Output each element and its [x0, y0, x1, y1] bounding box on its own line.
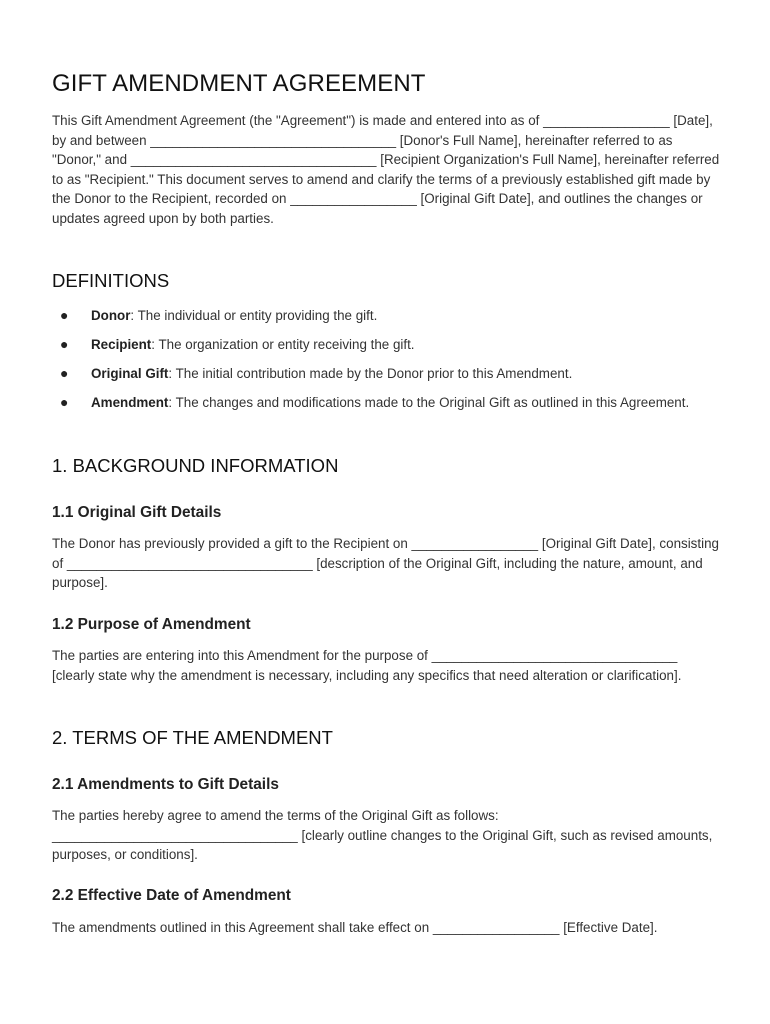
definition-term: Donor	[91, 308, 131, 323]
subsection-2-2-heading: 2.2 Effective Date of Amendment	[52, 887, 291, 904]
bullet-icon: ●	[60, 365, 69, 381]
definition-term: Original Gift	[91, 366, 169, 381]
definition-text: : The individual or entity providing the gift.	[130, 308, 378, 323]
list-item	[52, 393, 722, 413]
subsection-1-1-text: The Donor has previously provided a gift to the Recipient on _________________ [Original Gift Date], consisting of _________________________________ [description of the Original Gift, including the nature, amount, and purpose].	[52, 536, 719, 590]
subsection-1-1-heading: 1.1 Original Gift Details	[52, 504, 222, 521]
list-item	[52, 306, 722, 326]
document-title: GIFT AMENDMENT AGREEMENT	[52, 70, 426, 97]
section-1-heading: 1. BACKGROUND INFORMATION	[52, 455, 339, 476]
definition-text: : The initial contribution made by the Donor prior to this Amendment.	[168, 366, 573, 381]
bullet-icon: ●	[60, 394, 69, 410]
bullet-icon: ●	[60, 336, 69, 352]
list-item	[52, 364, 722, 384]
definition-term: Amendment	[91, 395, 169, 410]
subsection-1-2-heading: 1.2 Purpose of Amendment	[52, 616, 251, 633]
list-item	[52, 335, 722, 355]
subsection-2-2-text: The amendments outlined in this Agreement shall take effect on _________________ [Effective Date].	[52, 920, 658, 935]
subsection-1-2-text: The parties are entering into this Amendment for the purpose of _________________________________ [clearly state why the amendment is necessary, including any specifics that need alteration or clarification].	[52, 648, 682, 683]
subsection-2-1-text: The parties hereby agree to amend the terms of the Original Gift as follows: _________________________________ [clearly outline changes to the Original Gift, such as revised amounts, purposes, or conditions].	[52, 808, 713, 862]
definition-text: : The changes and modifications made to the Original Gift as outlined in this Agreement.	[168, 395, 690, 410]
definition-term: Recipient	[91, 337, 152, 352]
definitions-heading: DEFINITIONS	[52, 270, 170, 291]
intro-paragraph: This Gift Amendment Agreement (the "Agreement") is made and entered into as of _________________ [Date], by and between _________________________________ [Donor's Full Name], hereinafter referred to as "Donor," and _________________________________ [Recipient Organization's Full Name], hereinafter referred to as "Recipient." This document serves to amend and clarify the terms of a previously established gift made by the Donor to the Recipient, recorded on _________________ [Original Gift Date], and outlines the changes or updates agreed upon by both parties.	[52, 113, 720, 226]
section-2-heading: 2. TERMS OF THE AMENDMENT	[52, 727, 333, 748]
definitions-list	[52, 306, 722, 422]
definition-text: : The organization or entity receiving the gift.	[151, 337, 415, 352]
subsection-2-1-heading: 2.1 Amendments to Gift Details	[52, 776, 279, 793]
bullet-icon: ●	[60, 307, 69, 323]
